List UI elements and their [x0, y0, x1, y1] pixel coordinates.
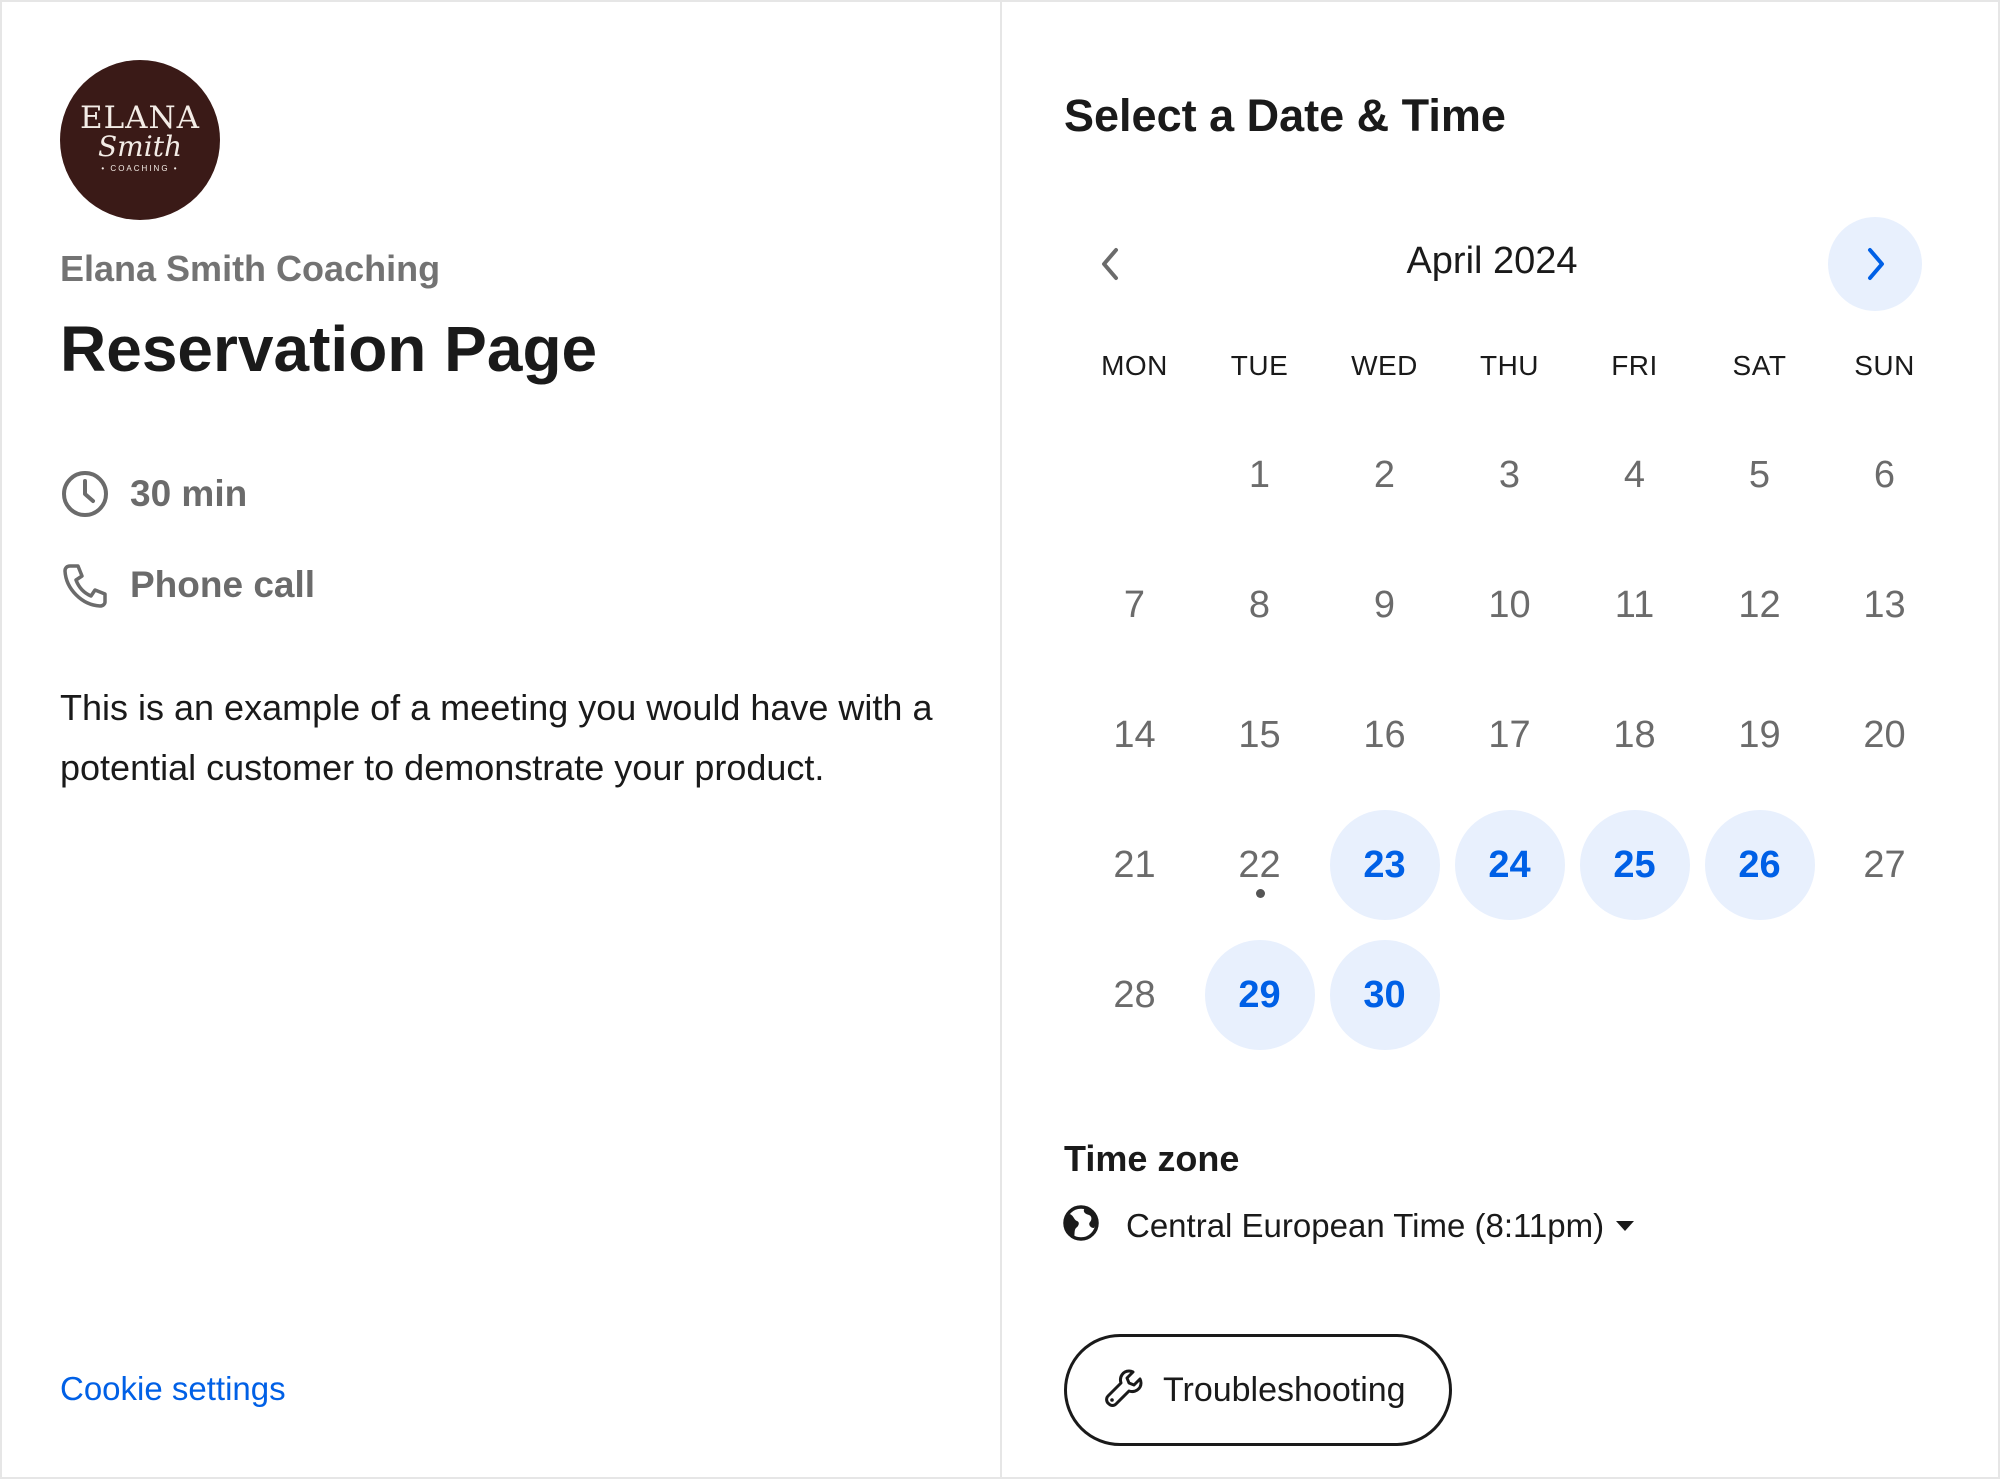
day-number: 2 [1373, 453, 1396, 496]
day-number: 13 [1863, 583, 1906, 626]
calendar-day [1080, 680, 1190, 790]
calendar-day-available[interactable] [1580, 810, 1690, 920]
weekday-header-tue: TUE [1230, 350, 1289, 381]
duration-label: 30 min [130, 473, 248, 514]
chevron-right-icon [1860, 244, 1890, 284]
weekday-header-mon: MON [1101, 350, 1168, 381]
calendar-day [1580, 420, 1690, 530]
calendar-day [1205, 680, 1315, 790]
event-description: This is an example of a meeting you would have with a potential customer to demonstrate your product. [60, 687, 933, 788]
troubleshooting-button[interactable] [1064, 1334, 1452, 1446]
day-number: 16 [1363, 713, 1406, 756]
calendar-day [1580, 550, 1690, 660]
caret-down-icon [1616, 1221, 1634, 1231]
calendar-day-available[interactable] [1330, 940, 1440, 1050]
day-number: 10 [1488, 583, 1531, 626]
day-number: 3 [1498, 453, 1521, 496]
day-number: 8 [1248, 583, 1271, 626]
day-number: 27 [1863, 843, 1906, 886]
organizer-logo [60, 60, 220, 220]
day-number: 23 [1363, 843, 1406, 886]
location-label: Phone call [130, 564, 316, 605]
calendar-day [1830, 420, 1940, 530]
weekday-header-sun: SUN [1854, 350, 1915, 381]
weekday-header-fri: FRI [1611, 350, 1658, 381]
calendar-day [1330, 680, 1440, 790]
calendar-day [1830, 550, 1940, 660]
calendar-day-available[interactable] [1205, 940, 1315, 1050]
day-number: 6 [1873, 453, 1896, 496]
previous-month-button[interactable] [1064, 217, 1158, 311]
day-number: 7 [1123, 583, 1146, 626]
weekday-header-thu: THU [1479, 350, 1540, 381]
logo-line-1: ELANA [79, 100, 201, 136]
calendar-day [1580, 680, 1690, 790]
calendar-day [1830, 680, 1940, 790]
event-title: Reservation Page [60, 313, 598, 385]
today-indicator [1256, 889, 1265, 898]
timezone-value: Central European Time (8:11pm) [1126, 1206, 1605, 1244]
day-number: 21 [1113, 843, 1156, 886]
day-number: 18 [1613, 713, 1656, 756]
day-number: 20 [1863, 713, 1906, 756]
globe-icon [1062, 1204, 1100, 1247]
organizer-name: Elana Smith Coaching [60, 248, 441, 289]
troubleshooting-label: Troubleshooting [1163, 1370, 1406, 1409]
calendar-day-available[interactable] [1330, 810, 1440, 920]
calendar-day [1080, 940, 1190, 1050]
day-number: 26 [1738, 843, 1781, 886]
calendar-day [1455, 420, 1565, 530]
day-number: 4 [1623, 453, 1646, 496]
timezone-selector[interactable] [1062, 1204, 1634, 1247]
chevron-left-icon [1096, 244, 1126, 284]
logo-line-3: • COACHING • [101, 164, 179, 173]
calendar-day [1455, 550, 1565, 660]
day-number: 22 [1238, 843, 1281, 886]
logo-line-2: Smith [98, 130, 182, 163]
day-number: 5 [1748, 453, 1771, 496]
day-number: 17 [1488, 713, 1531, 756]
day-number: 29 [1238, 973, 1281, 1016]
calendar-day [1705, 550, 1815, 660]
date-time-panel [1002, 0, 2000, 1479]
day-number: 1 [1248, 453, 1271, 496]
day-number: 30 [1363, 973, 1406, 1016]
calendar-day [1830, 810, 1940, 920]
cookie-settings-link[interactable]: Cookie settings [60, 1370, 286, 1407]
calendar-day [1705, 420, 1815, 530]
calendar-day-available[interactable] [1705, 810, 1815, 920]
day-number: 19 [1738, 713, 1781, 756]
next-month-button[interactable] [1828, 217, 1922, 311]
day-number: 24 [1488, 843, 1531, 886]
day-number: 12 [1738, 583, 1781, 626]
month-label: April 2024 [1406, 240, 1578, 282]
event-duration [60, 469, 247, 519]
calendar-day-available[interactable] [1455, 810, 1565, 920]
day-number: 25 [1613, 843, 1656, 886]
calendar-day [1330, 420, 1440, 530]
calendar-heading: Select a Date & Time [1064, 90, 1506, 141]
day-number: 28 [1113, 973, 1156, 1016]
weekday-header-wed: WED [1351, 350, 1418, 381]
calendar-day [1080, 550, 1190, 660]
calendar-day [1080, 810, 1190, 920]
calendar-day [1455, 680, 1565, 790]
day-number: 15 [1238, 713, 1281, 756]
calendar-day [1205, 550, 1315, 660]
clock-icon [60, 469, 110, 519]
phone-icon [60, 560, 110, 610]
calendar-day [1705, 680, 1815, 790]
calendar-day [1205, 810, 1315, 920]
day-number: 9 [1373, 583, 1396, 626]
wrench-icon [1103, 1367, 1145, 1414]
day-number: 11 [1614, 583, 1655, 626]
weekday-header-sat: SAT [1732, 350, 1787, 381]
event-location [60, 560, 315, 610]
calendar-day [1205, 420, 1315, 530]
calendar-day [1330, 550, 1440, 660]
timezone-label: Time zone [1064, 1138, 1240, 1179]
day-number: 14 [1113, 713, 1156, 756]
